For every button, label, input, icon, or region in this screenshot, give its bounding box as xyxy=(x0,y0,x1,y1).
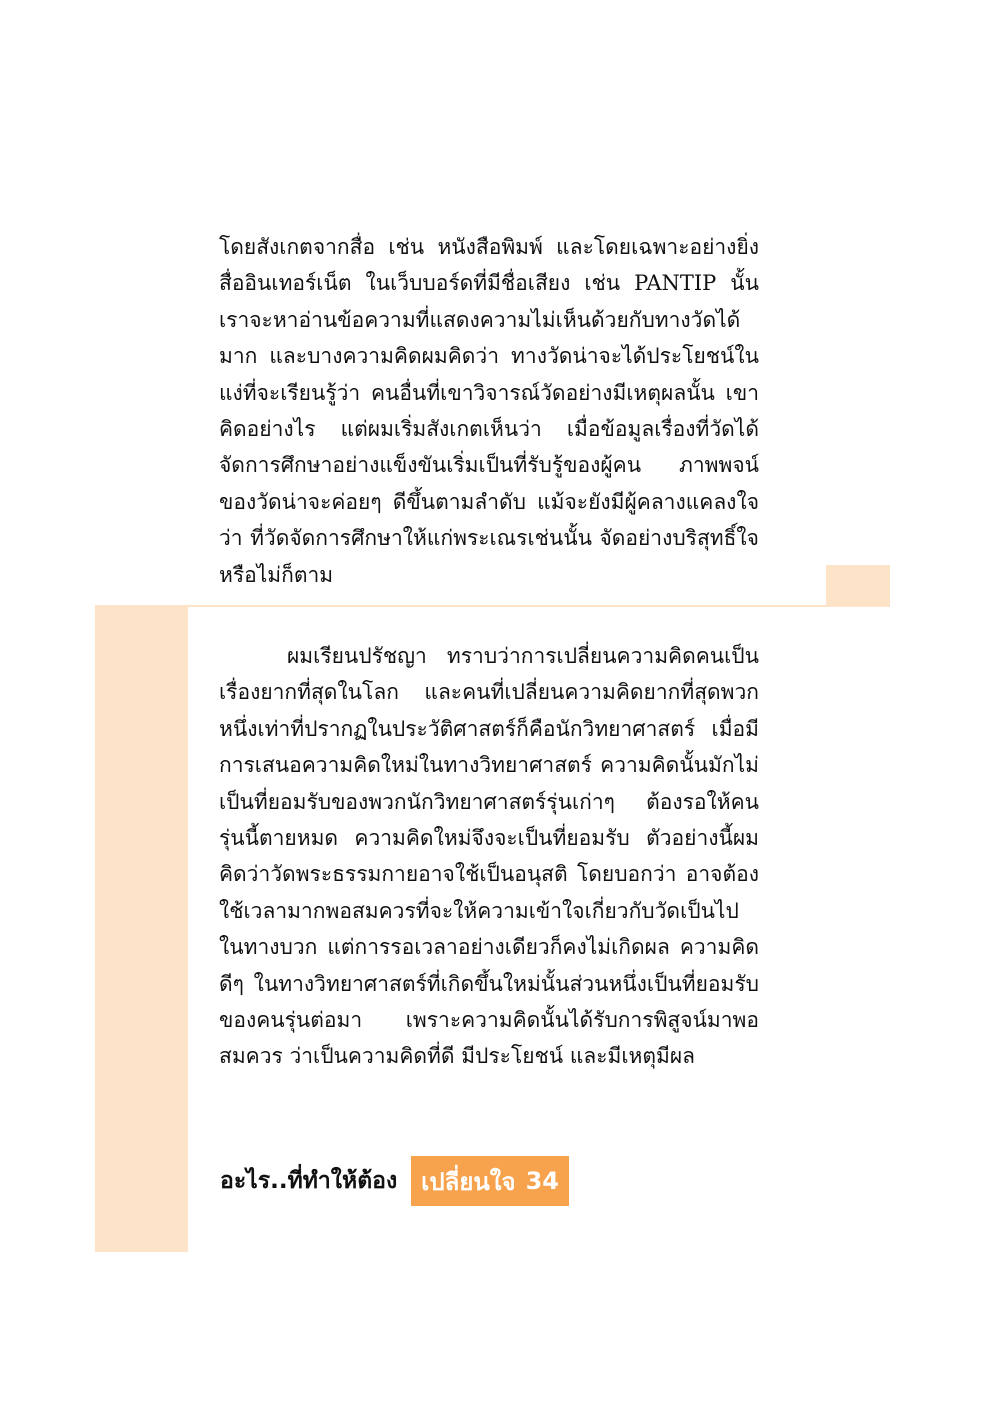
chapter-title: เปลี่ยนใจ xyxy=(421,1167,516,1196)
body-paragraph-2: ผมเรียนปรัชญา ทราบว่าการเปลี่ยนความคิดคนเป็นเรื่องยากที่สุดในโลก และคนที่เปลี่ยนความคิดยากที่สุดพวกหนึ่งเท่าที่ปรากฏในประวัติศาสตร์ก็คือนักวิทยาศาสตร์ เมื่อมีการเสนอความคิดใหม่ในทางวิทยาศาสตร์ ความคิดนั้นมักไม่เป็นที่ยอมรับของพวกนักวิทยาศาสตร์รุ่นเก่าๆ ต้องรอให้คนรุ่นนี้ตายหมด ความคิดใหม่จึงจะเป็นที่ยอมรับ ตัวอย่างนี้ผมคิดว่าวัดพระธรรมกายอาจใช้เป็นอนุสติ โดยบอกว่า อาจต้องใช้เวลามากพอสมควรที่จะให้ความเข้าใจเกี่ยวกับวัดเป็นไปในทางบวก แต่การรอเวลาอย่างเดียวก็คงไม่เกิดผล ความคิดดีๆ ในทางวิทยาศาสตร์ที่เกิดขึ้นใหม่นั้นส่วนหนึ่งเป็นที่ยอมรับของคนรุ่นต่อมา เพราะความคิดนั้นได้รับการพิสูจน์มาพอสมควร ว่าเป็นความคิดที่ดี มีประโยชน์ และมีเหตุมีผล xyxy=(219,644,759,1069)
body-paragraph-1: โดยสังเกตจากสื่อ เช่น หนังสือพิมพ์ และโดยเฉพาะอย่างยิ่งสื่ออินเทอร์เน็ต ในเว็บบอร์ดที่มีชื่อเสียง เช่น PANTIP นั้น เราจะหาอ่านข้อความที่แสดงความไม่เห็นด้วยกับทางวัดได้มาก และบางความคิดผมคิดว่า ทางวัดน่าจะได้ประโยชน์ในแง่ที่จะเรียนรู้ว่า คนอื่นที่เขาวิจารณ์วัดอย่างมีเหตุผลนั้น เขาคิดอย่างไร แต่ผมเริ่มสังเกตเห็นว่า เมื่อข้อมูลเรื่องที่วัดได้จัดการศึกษาอย่างแข็งขันเริ่มเป็นที่รับรู้ของผู้คน ภาพพจน์ของวัดน่าจะค่อยๆ ดีขึ้นตามลำดับ แม้จะยังมีผู้คลางแคลงใจว่า ที่วัดจัดการศึกษาให้แก่พระเณรเช่นนั้น จัดอย่างบริสุทธิ์ใจหรือไม่ก็ตาม xyxy=(219,235,759,587)
book-title: อะไร..ที่ทำให้ต้อง xyxy=(220,1168,398,1194)
page-number: 34 xyxy=(525,1167,559,1195)
decorative-tab xyxy=(826,565,890,605)
decorative-side-band xyxy=(95,607,188,1252)
chapter-title-box xyxy=(411,1156,569,1206)
section-divider xyxy=(95,605,890,607)
page-footer xyxy=(220,1156,569,1206)
